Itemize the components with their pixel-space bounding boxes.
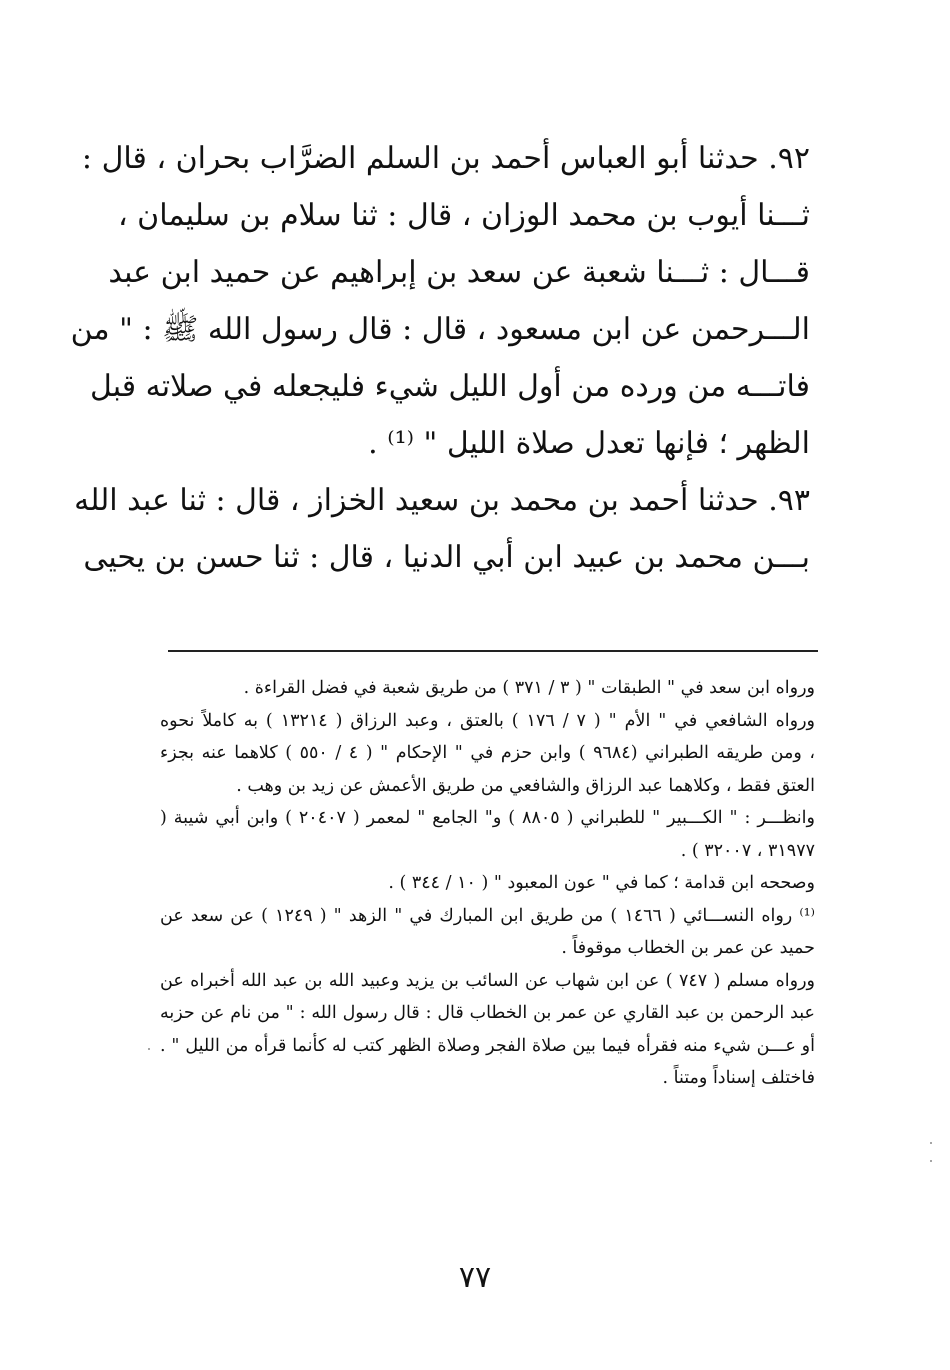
main-text-line: بـــن محمد بن عبيد ابن أبي الدنيا ، قال : ثنا حسن بن يحيى <box>83 540 810 575</box>
main-text-line: ٩٣. حدثنا أحمد بن محمد بن سعيد الخزاز ، قال : ثنا عبد الله <box>74 483 810 518</box>
footnote-line: ٣١٩٧٧ ، ٣٢٠٠٧ ) . <box>680 840 815 861</box>
main-text-line: ثـــنا أيوب بن محمد الوزان ، قال : ثنا سلام بن سليمان ، <box>117 198 810 233</box>
page-number: ٧٧ <box>458 1260 492 1295</box>
main-text-body <box>70 130 810 586</box>
main-text-line: الظهر ؛ فإنها تعدل صلاة الليل " ⁽¹⁾ . <box>368 426 810 461</box>
main-text-line: ٩٢. حدثنا أبو العباس أحمد بن السلم الضرَّاب بحران ، قال : <box>81 141 810 176</box>
footnote-line: ⁽¹⁾ رواه النســـائي ( ١٤٦٦ ) من طريق ابن المبارك في " الزهد " ( ١٢٤٩ ) عن سعد عن <box>160 905 815 926</box>
footnote-line: ورواه ابن سعد في " الطبقات " ( ٣ / ٣٧١ ) من طريق شعبة في فضل القراءة . <box>243 678 815 698</box>
footnote-line: ورواه الشافعي في " الأم " ( ٧ / ١٧٦ ) بالعتق ، وعبد الرزاق ( ١٣٢١٤ ) به كاملاً نحوه <box>160 710 815 731</box>
scan-speck <box>930 1160 932 1162</box>
scan-speck <box>148 1048 150 1050</box>
footnote-line: ورواه مسلم ( ٧٤٧ ) عن ابن شهاب عن السائب بن يزيد وعبيد الله بن عبد الله أخبراه عن <box>160 970 816 991</box>
footnote-line: وصححه ابن قدامة ؛ كما في " عون المعبود " ( ١٠ / ٣٤٤ ) . <box>388 873 815 893</box>
footnote-line: ، ومن طريقه الطبراني (٩٦٨٤ ) وابن حزم في " الإحكام " ( ٤ / ٥٥٠ ) كلاهما عنه بجزء <box>160 743 815 763</box>
footnote-line: حميد عن عمر بن الخطاب موقوفاً . <box>561 938 815 958</box>
footnote-line: عبد الرحمن بن عبد القاري عن عمر بن الخطاب قال : قال رسول الله : " من نام عن حزبه <box>160 1003 815 1023</box>
footnote-line: العتق فقط ، وكلاهما عبد الرزاق والشافعي من طريق الأعمش عن زيد بن وهب . <box>236 775 815 796</box>
footnote-divider <box>168 650 818 652</box>
footnotes-section <box>160 672 815 1095</box>
footnote-line: أو عـــن شيء منه فقرأه فيما بين صلاة الفجر وصلاة الظهر كتب له كأنما قرأه من الليل " . <box>160 1035 815 1056</box>
footnote-line: فاختلف إسناداً ومتناً . <box>662 1068 815 1088</box>
footnote-line: وانظـــر : " الكـــبير " للطبراني ( ٨٨٠٥ ) و" الجامع " لمعمر ( ٢٠٤٠٧ ) وابن أبي شيبة ( <box>160 808 815 828</box>
main-text-line: قـــال : ثـــنا شعبة عن سعد بن إبراهيم عن حميد ابن عبد <box>108 255 810 290</box>
main-text-line: الـــرحمن عن ابن مسعود ، قال : قال رسول الله ﷺ : " من <box>70 312 810 347</box>
scan-speck <box>930 1142 932 1144</box>
main-text-line: فاتـــه من ورده من أول الليل شيء فليجعله في صلاته قبل <box>90 369 810 404</box>
